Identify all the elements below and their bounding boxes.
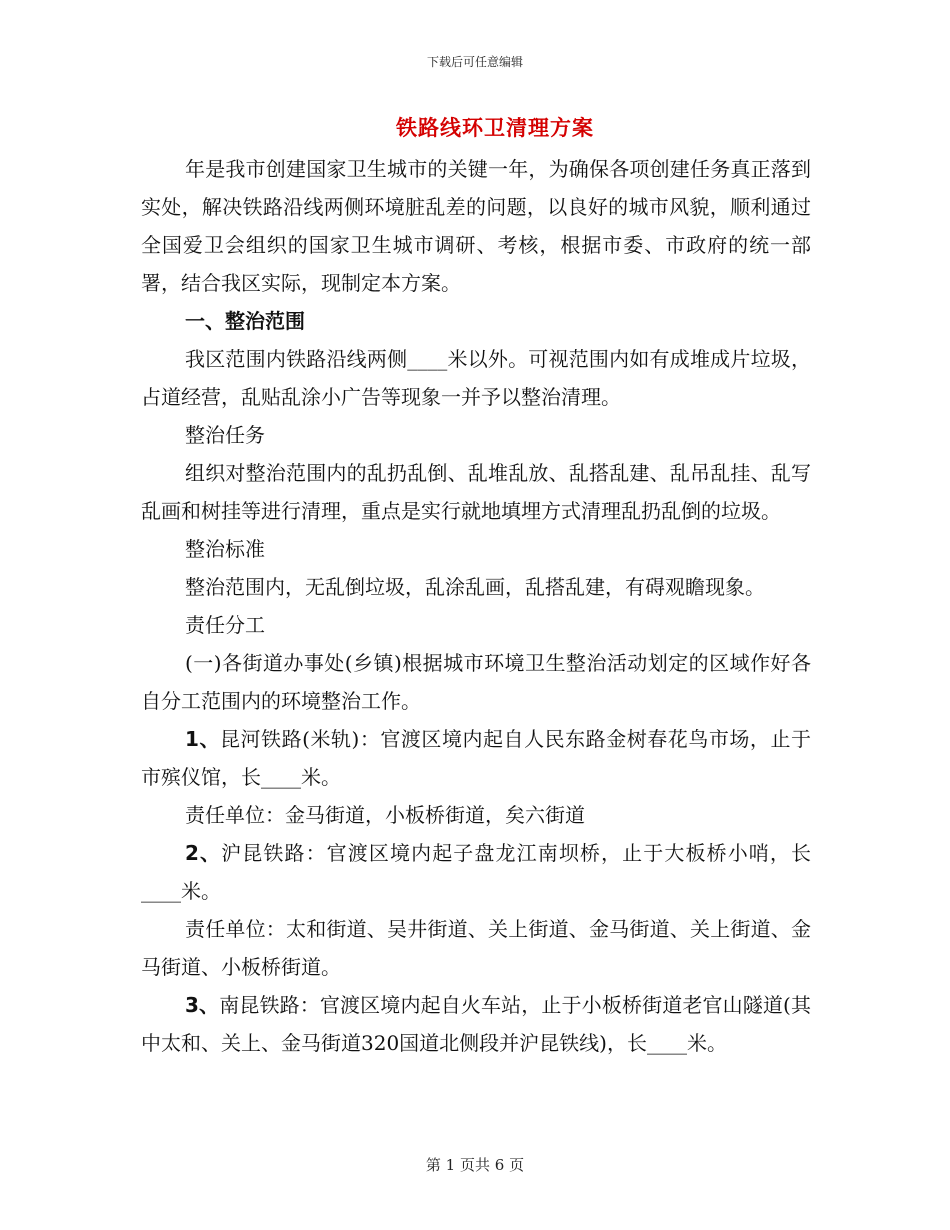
section-heading-scope: 一、整治范围 [185, 309, 305, 333]
item-text: 南昆铁路：官渡区境内起自火车站，止于小板桥街道老官山隧道(其中太和、关上、金马街道320国道北侧段并沪昆铁线)，长____米。 [141, 993, 811, 1055]
duty-heading: 责任分工 [185, 613, 265, 637]
header-note: 下载后可任意编辑 [426, 55, 523, 69]
document-title: 铁路线环卫清理方案 [396, 116, 594, 140]
item-number: 2、 [185, 841, 222, 865]
item-text: 沪昆铁路：官渡区境内起子盘龙江南坝桥，止于大板桥小哨，长____米。 [141, 841, 812, 903]
page-footer: 第 1 页共 6 页 [425, 1156, 525, 1174]
standard-heading: 整治标准 [185, 537, 265, 561]
railway-item-1 [141, 720, 811, 796]
document-body [141, 150, 811, 1062]
railway-item-3 [141, 986, 811, 1062]
task-paragraph: 组织对整治范围内的乱扔乱倒、乱堆乱放、乱搭乱建、乱吊乱挂、乱写乱画和树挂等进行清理，重点是实行就地填埋方式清理乱扔乱倒的垃圾。 [141, 461, 811, 523]
duty-intro-paragraph: (一)各街道办事处(乡镇)根据城市环境卫生整治活动划定的区域作好各自分工范围内的环境整治工作。 [141, 651, 811, 713]
railway-item-2 [141, 834, 811, 910]
task-heading: 整治任务 [185, 423, 265, 447]
railway-item-1-duty: 责任单位：金马街道，小板桥街道，矣六街道 [185, 803, 585, 827]
scope-paragraph: 我区范围内铁路沿线两侧____米以外。可视范围内如有成堆成片垃圾，占道经营，乱贴乱涂小广告等现象一并予以整治清理。 [141, 347, 811, 409]
intro-paragraph: 年是我市创建国家卫生城市的关键一年，为确保各项创建任务真正落到实处，解决铁路沿线两侧环境脏乱差的问题，以良好的城市风貌，顺利通过全国爱卫会组织的国家卫生城市调研、考核，根据市委、市政府的统一部署，结合我区实际，现制定本方案。 [141, 157, 811, 295]
railway-item-2-duty: 责任单位：太和街道、吴井街道、关上街道、金马街道、关上街道、金马街道、小板桥街道。 [141, 917, 811, 979]
item-number: 3、 [185, 993, 220, 1017]
item-text: 昆河铁路(米轨)：官渡区境内起自人民东路金树春花鸟市场，止于市殡仪馆，长____米。 [141, 727, 811, 789]
item-number: 1、 [185, 727, 220, 751]
standard-paragraph: 整治范围内，无乱倒垃圾，乱涂乱画，乱搭乱建，有碍观瞻现象。 [185, 575, 765, 599]
